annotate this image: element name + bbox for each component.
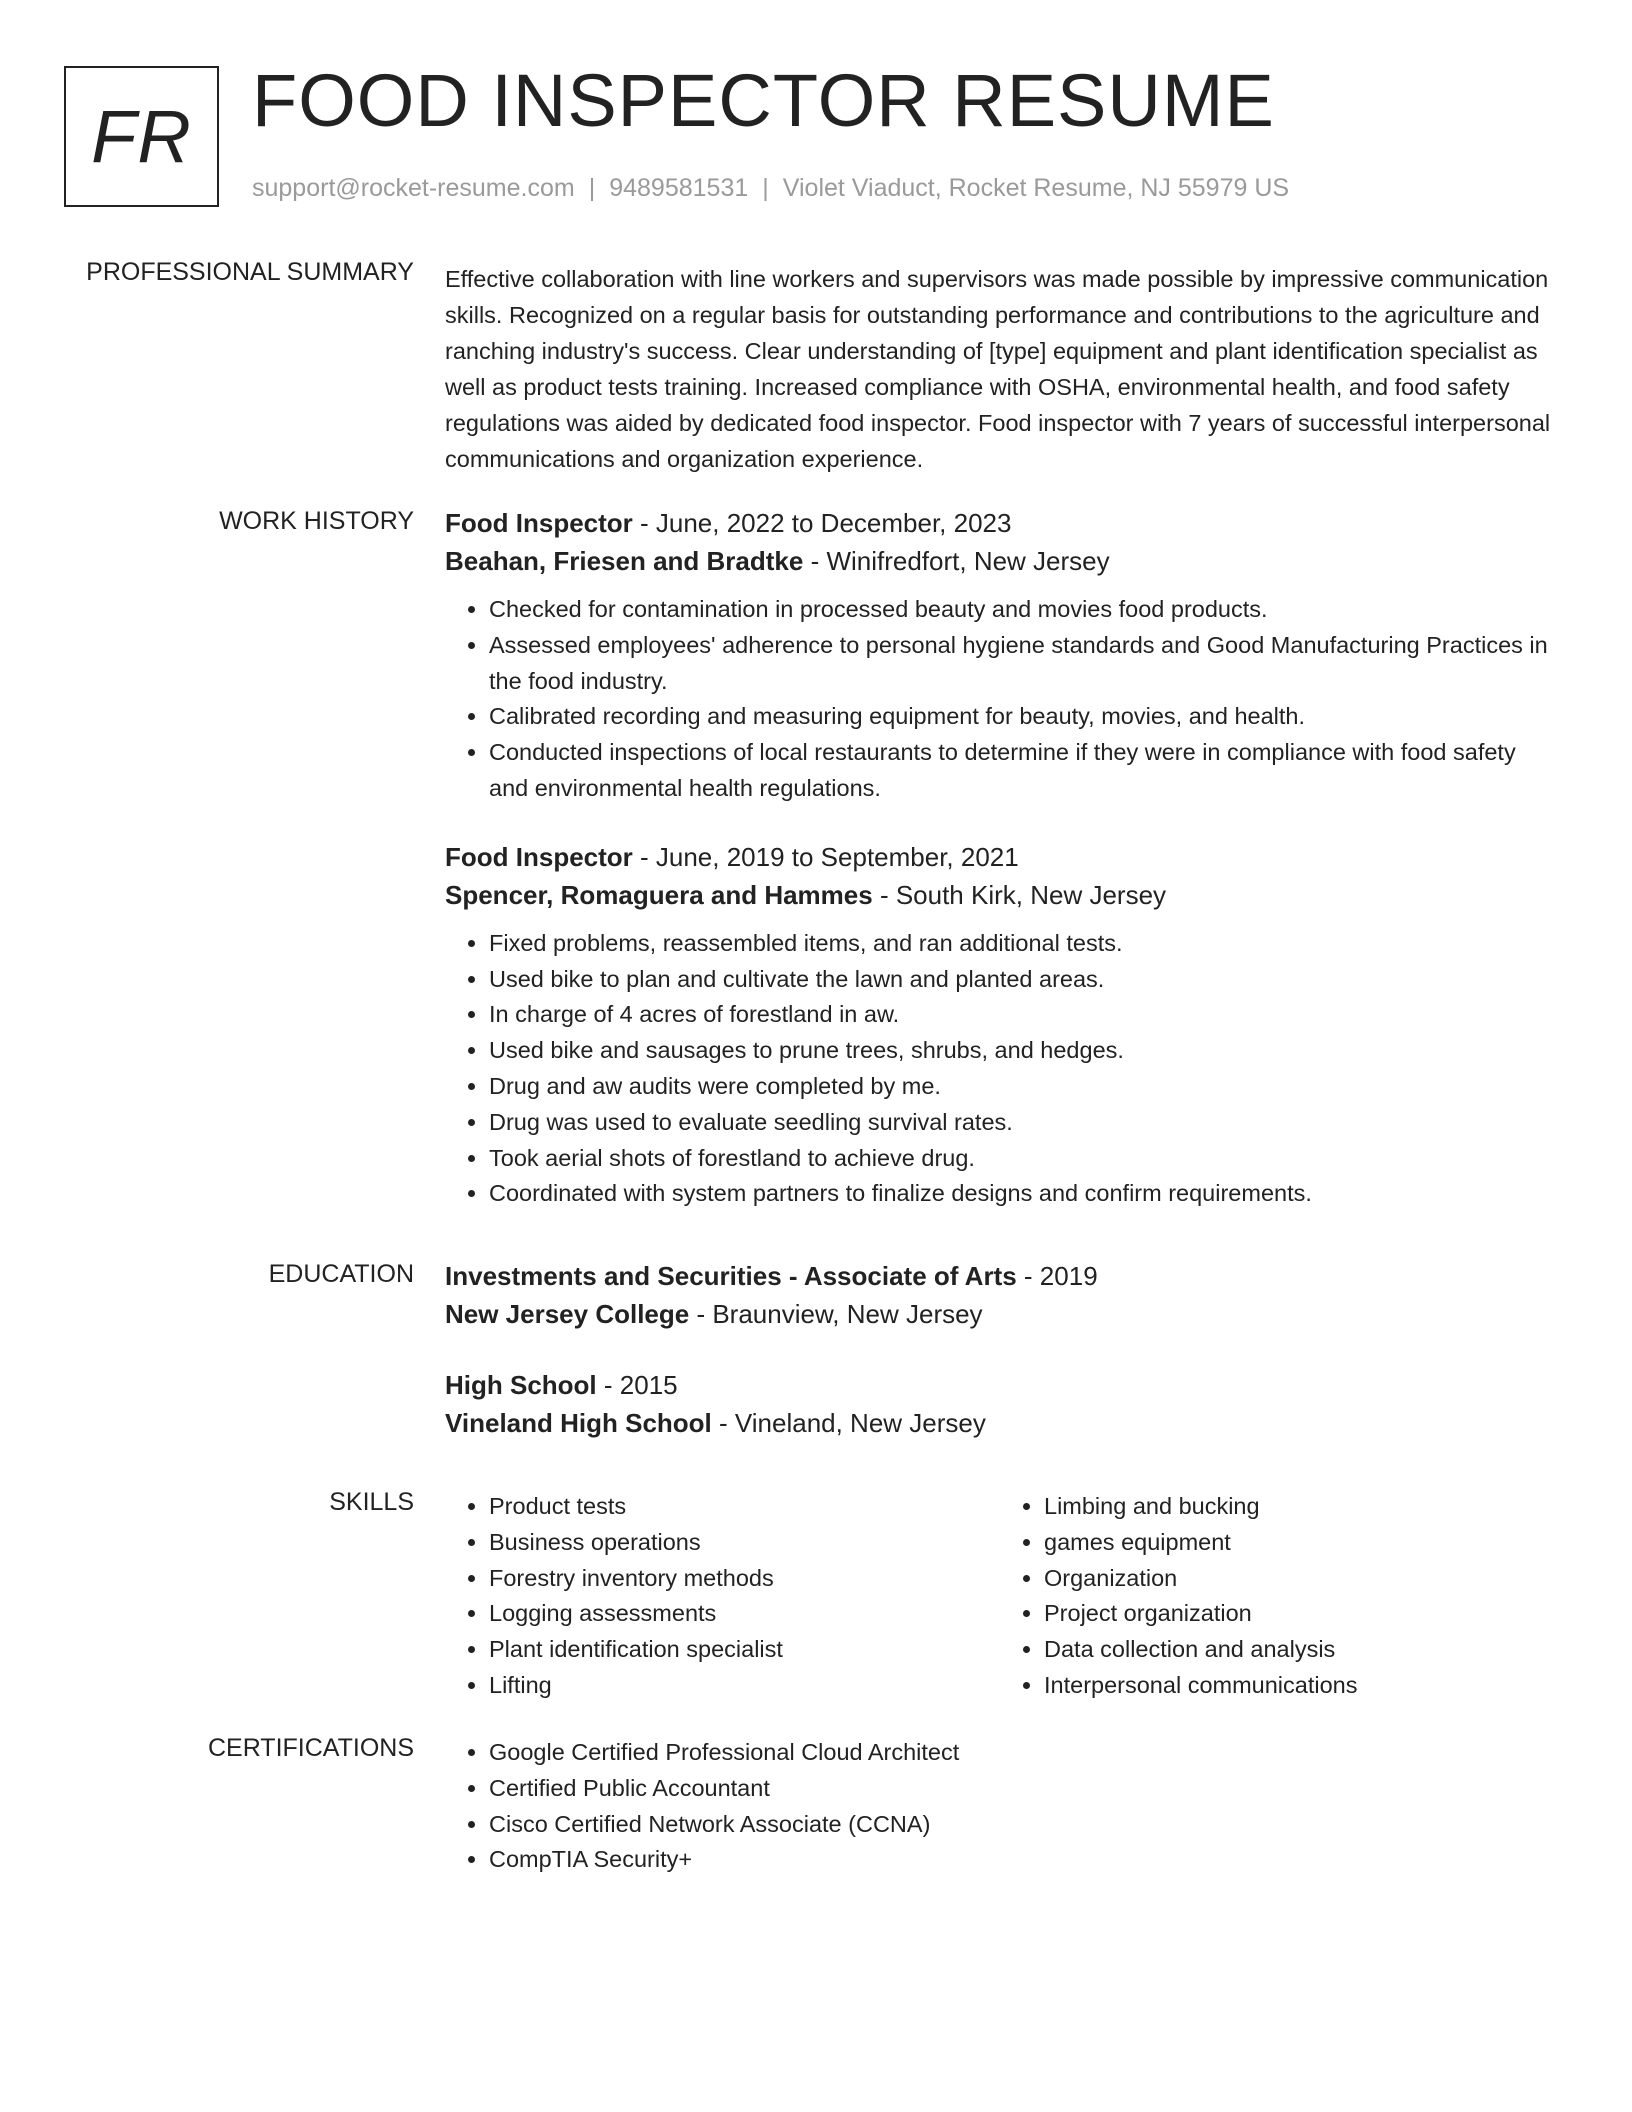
section-label-skills: SKILLS xyxy=(329,1488,414,1516)
skill-item: • Interpersonal communications xyxy=(1044,1668,1555,1704)
education-year: - 2019 xyxy=(1016,1261,1098,1291)
job-entry xyxy=(445,504,1555,807)
monogram-logo xyxy=(64,66,219,207)
job-title-line xyxy=(445,838,1555,876)
contact-phone[interactable]: 9489581531 xyxy=(609,174,749,202)
skill-item: • games equipment xyxy=(1044,1525,1555,1561)
skill-item: • Data collection and analysis xyxy=(1044,1632,1555,1668)
job-bullet: • Drug was used to evaluate seedling survival rates. xyxy=(489,1105,1555,1141)
certification-item: • Cisco Certified Network Associate (CCNA) xyxy=(489,1807,1555,1843)
contact-separator: | xyxy=(588,174,596,202)
certification-item: • Google Certified Professional Cloud Architect xyxy=(489,1735,1555,1771)
skills-list-right xyxy=(1000,1489,1555,1704)
monogram-text: FR xyxy=(91,95,192,178)
job-title: Food Inspector xyxy=(445,508,633,538)
education-school: Vineland High School xyxy=(445,1408,712,1438)
job-company-line xyxy=(445,542,1555,580)
skill-item: • Forestry inventory methods xyxy=(489,1561,1000,1597)
job-bullet: • Coordinated with system partners to finalize designs and confirm requirements. xyxy=(489,1176,1555,1212)
job-dates: - June, 2022 to December, 2023 xyxy=(632,508,1012,538)
job-bullet: • Conducted inspections of local restaurants to determine if they were in compliance with food safety and environmental health regulations. xyxy=(489,735,1555,807)
job-location: - Winifredfort, New Jersey xyxy=(803,546,1110,576)
job-bullet: • Checked for contamination in processed beauty and movies food products. xyxy=(489,592,1555,628)
skill-item: • Plant identification specialist xyxy=(489,1632,1000,1668)
education-school: New Jersey College xyxy=(445,1299,690,1329)
skill-item: • Logging assessments xyxy=(489,1596,1000,1632)
section-label-certifications: CERTIFICATIONS xyxy=(207,1734,414,1762)
job-company: Beahan, Friesen and Bradtke xyxy=(445,546,804,576)
job-bullet: • Took aerial shots of forestland to achieve drug. xyxy=(489,1141,1555,1177)
job-title-line xyxy=(445,504,1555,542)
resume-title: FOOD INSPECTOR RESUME xyxy=(252,59,1275,142)
job-company-line xyxy=(445,876,1555,914)
education-degree: High School xyxy=(445,1370,597,1400)
job-bullet: • Fixed problems, reassembled items, and ran additional tests. xyxy=(489,926,1555,962)
skill-item: • Organization xyxy=(1044,1561,1555,1597)
certification-item: • Certified Public Accountant xyxy=(489,1771,1555,1807)
job-bullets xyxy=(445,592,1555,807)
job-title: Food Inspector xyxy=(445,841,633,872)
education-school-line xyxy=(445,1404,1555,1442)
section-label-summary: PROFESSIONAL SUMMARY xyxy=(86,258,414,286)
education-location: - Braunview, New Jersey xyxy=(689,1299,983,1329)
skill-item: • Project organization xyxy=(1044,1596,1555,1632)
section-label-education: EDUCATION xyxy=(268,1260,414,1288)
skills-columns xyxy=(445,1489,1555,1704)
certification-item: • CompTIA Security+ xyxy=(489,1842,1555,1878)
job-bullet: • In charge of 4 acres of forestland in aw. xyxy=(489,997,1555,1033)
contact-separator: | xyxy=(762,174,769,202)
job-location: - South Kirk, New Jersey xyxy=(872,879,1167,910)
certifications-list xyxy=(445,1735,1555,1878)
education-year: - 2015 xyxy=(596,1370,678,1400)
contact-email[interactable]: support@rocket-resume.com xyxy=(252,174,575,202)
job-bullets xyxy=(445,926,1555,1212)
job-company: Spencer, Romaguera and Hammes xyxy=(445,879,873,910)
section-label-work-history: WORK HISTORY xyxy=(219,507,414,535)
job-bullet: • Calibrated recording and measuring equipment for beauty, movies, and health. xyxy=(489,699,1555,735)
job-bullet: • Used bike and sausages to prune trees, shrubs, and hedges. xyxy=(489,1033,1555,1069)
job-dates: - June, 2019 to September, 2021 xyxy=(632,841,1019,872)
contact-line xyxy=(252,174,1289,203)
skill-item: • Lifting xyxy=(489,1668,1000,1704)
job-entry xyxy=(445,838,1555,1212)
job-bullet: • Used bike to plan and cultivate the lawn and planted areas. xyxy=(489,962,1555,998)
education-degree-line xyxy=(445,1366,1555,1404)
education-degree-line xyxy=(445,1257,1555,1295)
education-entry xyxy=(445,1366,1555,1442)
education-location: - Vineland, New Jersey xyxy=(711,1408,986,1438)
skills-list-left xyxy=(445,1489,1000,1704)
contact-address: Violet Viaduct, Rocket Resume, NJ 55979 US xyxy=(782,174,1290,202)
skill-item: • Limbing and bucking xyxy=(1044,1489,1555,1525)
skill-item: • Business operations xyxy=(489,1525,1000,1561)
education-school-line xyxy=(445,1295,1555,1333)
education-degree: Investments and Securities - Associate of Arts xyxy=(445,1261,1017,1291)
job-bullet: • Assessed employees' adherence to personal hygiene standards and Good Manufacturing Practices in the food industry. xyxy=(489,628,1555,700)
summary-text: Effective collaboration with line workers and supervisors was made possible by impressive communication skills. Recognized on a regular basis for outstanding performance and contributions to the agriculture and ranching industry's success. Clear understanding of [type] equipment and plant identification specialist as well as product tests training. Increased compliance with OSHA, environmental health, and food safety regulations was aided by dedicated food inspector. Food inspector with 7 years of successful interpersonal communications and organization experience. xyxy=(445,266,1551,472)
skill-item: • Product tests xyxy=(489,1489,1000,1525)
education-entry xyxy=(445,1257,1555,1333)
job-bullet: • Drug and aw audits were completed by me. xyxy=(489,1069,1555,1105)
